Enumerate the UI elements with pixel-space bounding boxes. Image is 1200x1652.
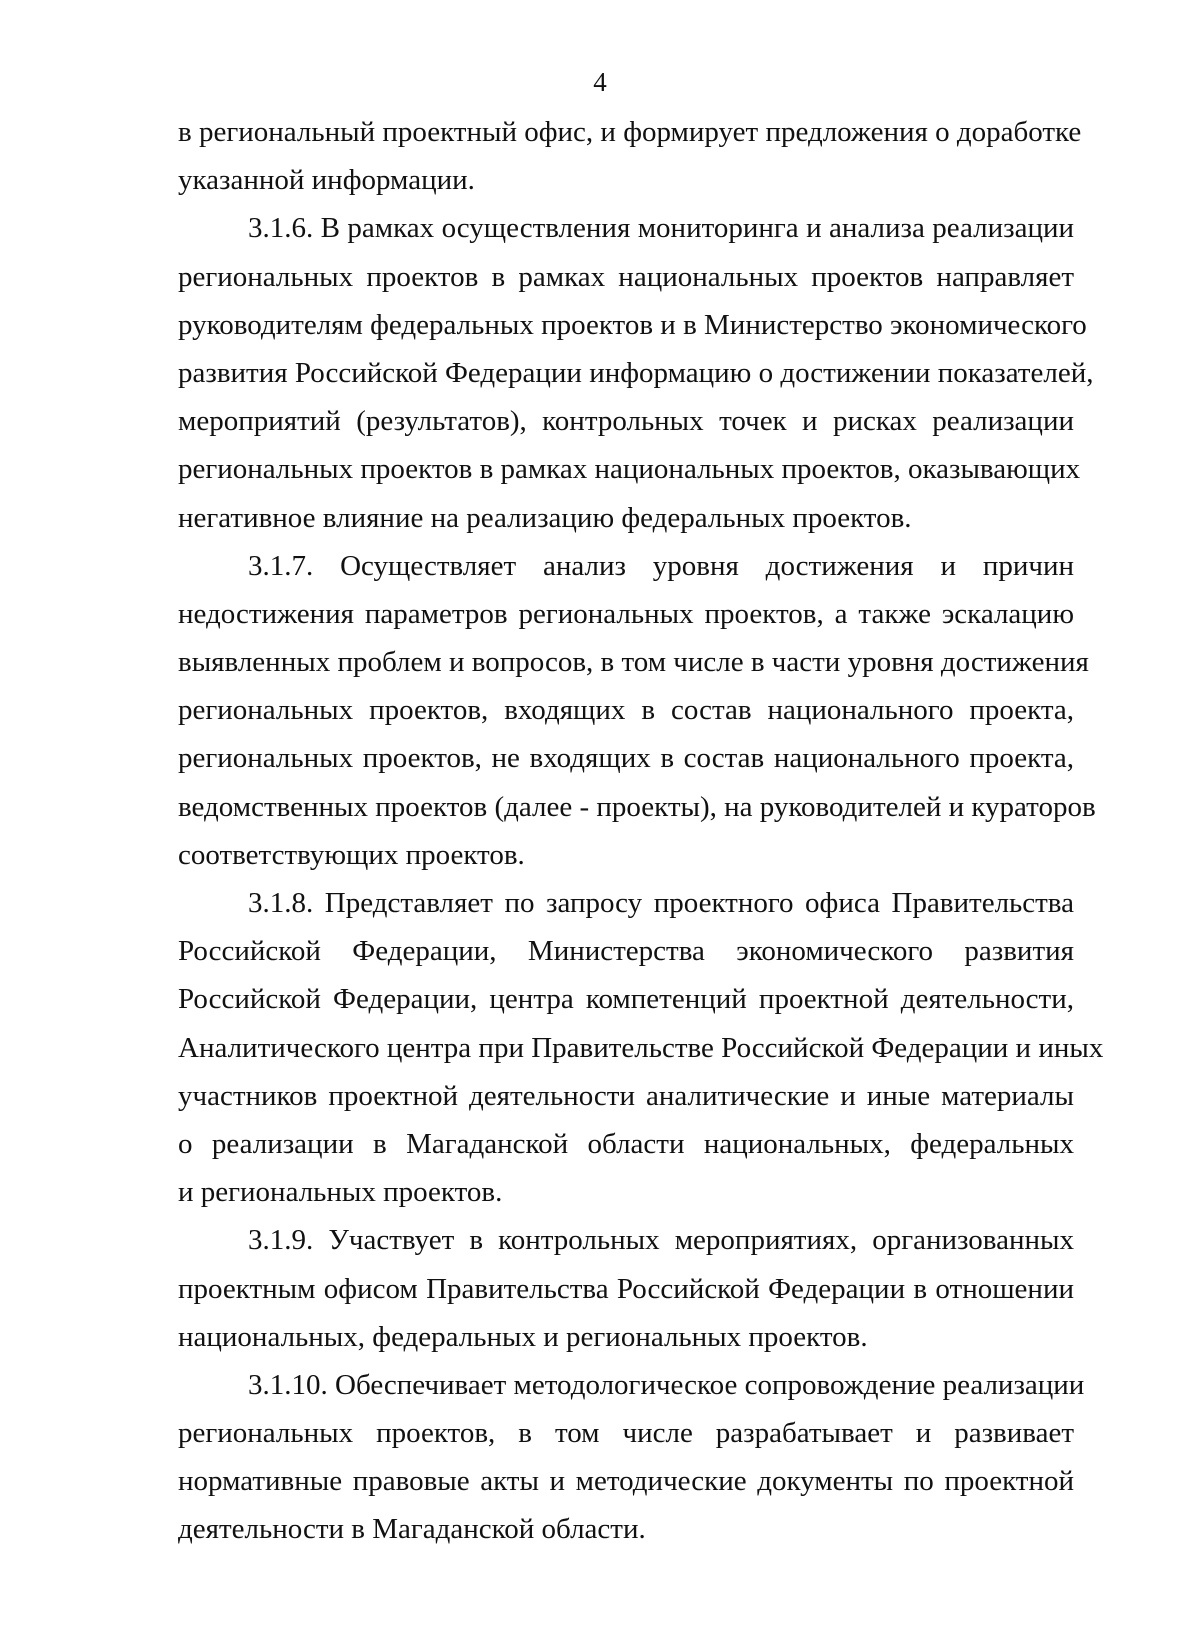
text-line: региональных проектов в рамках национальных проектов направляет [178,260,1074,293]
text-line: 3.1.8. Представляет по запросу проектного офиса Правительства [248,887,1074,919]
text-line: в региональный проектный офис, и формирует предложения о доработке [178,116,1082,148]
text-line: Аналитического центра при Правительстве Российской Федерации и иных [178,1031,1104,1064]
text-line: 3.1.10. Обеспечивает методологическое сопровождение реализации [248,1368,1085,1401]
text-line: нормативные правовые акты и методические документы по проектной [178,1465,1074,1498]
text-line: Российской Федерации, Министерства экономического развития [178,935,1074,968]
text-line: Российской Федерации, центра компетенций проектной деятельности, [178,983,1074,1016]
text-line: 3.1.7. Осуществляет анализ уровня достижения и причин [248,549,1074,582]
text-line: указанной информации. [178,164,475,197]
text-line: мероприятий (результатов), контрольных точек и рисках реализации [178,405,1074,438]
text-line: негативное влияние на реализацию федеральных проектов. [178,501,912,534]
text-line: региональных проектов, не входящих в состав национального проекта, [178,742,1074,775]
text-line: о реализации в Магаданской области национальных, федеральных [178,1127,1074,1160]
text-line: руководителям федеральных проектов и в Министерство экономического [178,308,1087,341]
text-line: 3.1.6. В рамках осуществления мониторинга и анализа реализации [248,212,1074,245]
text-line: участников проектной деятельности аналитические и иные материалы [178,1079,1074,1112]
text-line: ведомственных проектов (далее - проекты), на руководителей и кураторов [178,790,1096,823]
page-number: 4 [593,67,607,97]
text-line: региональных проектов, входящих в состав национального проекта, [178,694,1074,727]
text-line: недостижения параметров региональных проектов, а также эскалацию [178,597,1074,630]
text-line: выявленных проблем и вопросов, в том числе в части уровня достижения [178,646,1089,679]
text-line: региональных проектов в рамках национальных проектов, оказывающих [178,453,1081,486]
text-line: проектным офисом Правительства Российской Федерации в отношении [178,1272,1074,1305]
text-line: и региональных проектов. [178,1176,503,1209]
text-line: региональных проектов, в том числе разрабатывает и развивает [178,1417,1074,1450]
document-body [178,108,1104,1554]
text-line: соответствующих проектов. [178,838,525,871]
text-line: деятельности в Магаданской области. [178,1513,646,1546]
text-line: 3.1.9. Участвует в контрольных мероприятиях, организованных [248,1224,1074,1257]
text-line: развития Российской Федерации информацию о достижении показателей, [178,356,1094,389]
text-line: национальных, федеральных и региональных проектов. [178,1320,868,1353]
